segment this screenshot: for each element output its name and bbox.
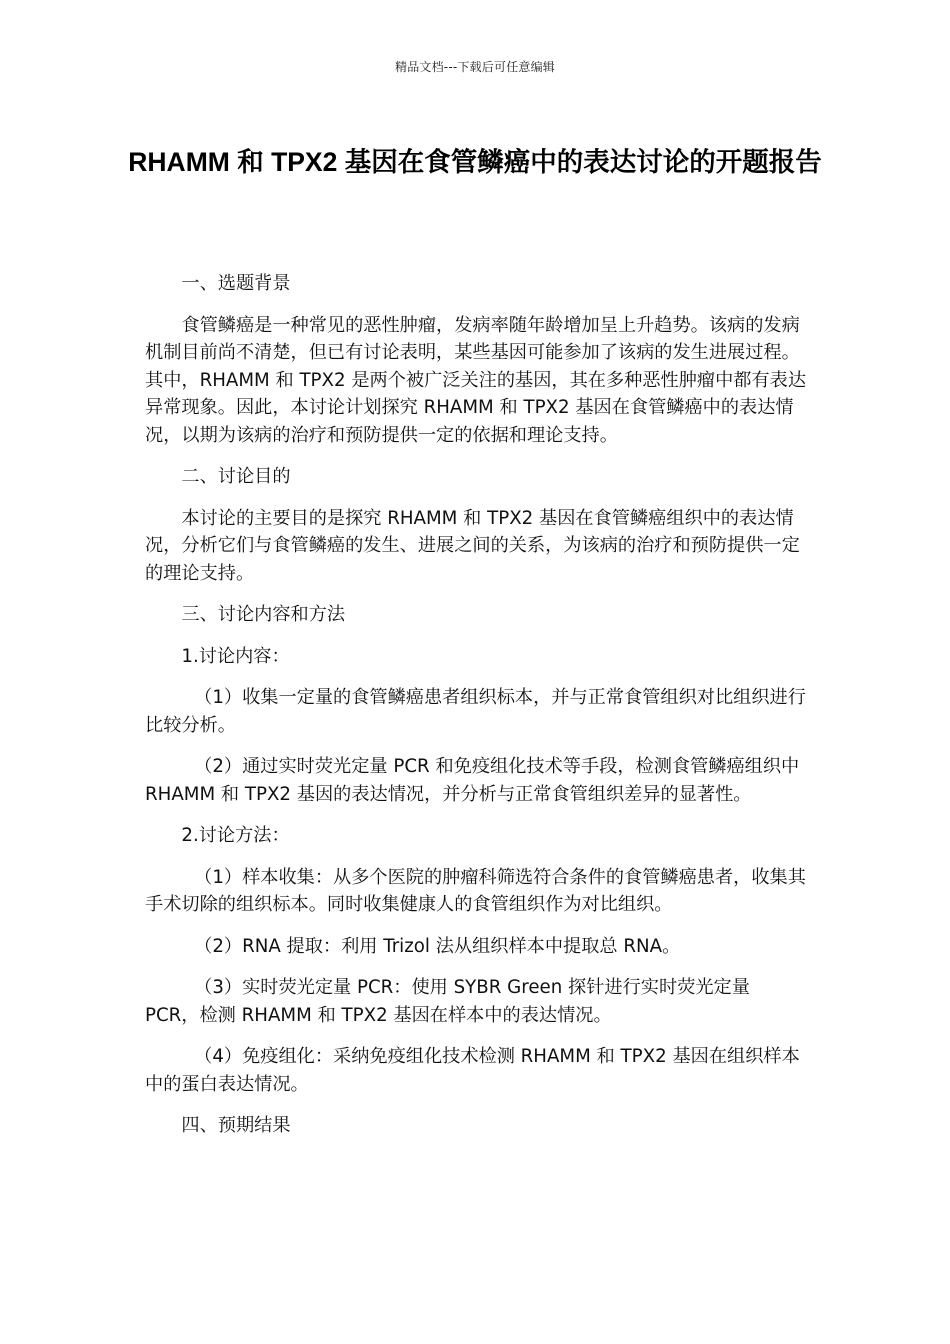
method-item-2: （2）RNA 提取：利用 Trizol 法从组织样本中提取总 RNA。 [194, 935, 681, 957]
content-item-2: （2）通过实时荧光定量 PCR 和免疫组化技术等手段，检测食管鳞癌组织中 RHAMM 和 TPX2 基因的表达情况，并分析与正常食管组织差异的显著性。 [145, 756, 800, 805]
section-heading-expected-results: 四、预期结果 [181, 1115, 291, 1136]
document-title: RHAMM 和 TPX2 基因在食管鳞癌中的表达讨论的开题报告 [128, 147, 822, 177]
section-heading-content-methods: 三、讨论内容和方法 [181, 604, 346, 625]
subheading-methods: 2.讨论方法： [181, 825, 290, 846]
method-item-1: （1）样本收集：从多个医院的肿瘤科筛选符合条件的食管鳞癌患者，收集其手术切除的组织标本。同时收集健康人的食管组织作为对比组织。 [145, 866, 806, 915]
subheading-content: 1.讨论内容： [181, 645, 290, 667]
document-body [145, 270, 810, 1140]
method-item-3: （3）实时荧光定量 PCR：使用 SYBR Green 探针进行实时荧光定量 PCR，检测 RHAMM 和 TPX2 基因在样本中的表达情况。 [145, 977, 750, 1026]
method-item-4: （4）免疫组化：采纳免疫组化技术检测 RHAMM 和 TPX2 基因在组织样本中的蛋白表达情况。 [145, 1046, 800, 1095]
section-heading-background: 一、选题背景 [181, 273, 291, 294]
section-heading-purpose: 二、讨论目的 [181, 466, 291, 487]
paragraph-purpose: 本讨论的主要目的是探究 RHAMM 和 TPX2 基因在食管鳞癌组织中的表达情况，分析它们与食管鳞癌的发生、进展之间的关系，为该病的治疗和预防提供一定的理论支持。 [145, 507, 800, 584]
page-header: 精品文档---下载后可任意编辑 [395, 60, 555, 74]
paragraph-background: 食管鳞癌是一种常见的恶性肿瘤，发病率随年龄增加呈上升趋势。该病的发病机制目前尚不清楚，但已有讨论表明，某些基因可能参加了该病的发生进展过程。其中，RHAMM 和 TPX2 是两个被广泛关注的基因，其在多种恶性肿瘤中都有表达异常现象。因此，本讨论计划探究 RHAMM 和 TPX2 基因在食管鳞癌中的表达情况，以期为该病的治疗和预防提供一定的依据和理论支持。 [145, 314, 807, 446]
content-item-1: （1）收集一定量的食管鳞癌患者组织标本，并与正常食管组织对比组织进行比较分析。 [145, 687, 806, 736]
